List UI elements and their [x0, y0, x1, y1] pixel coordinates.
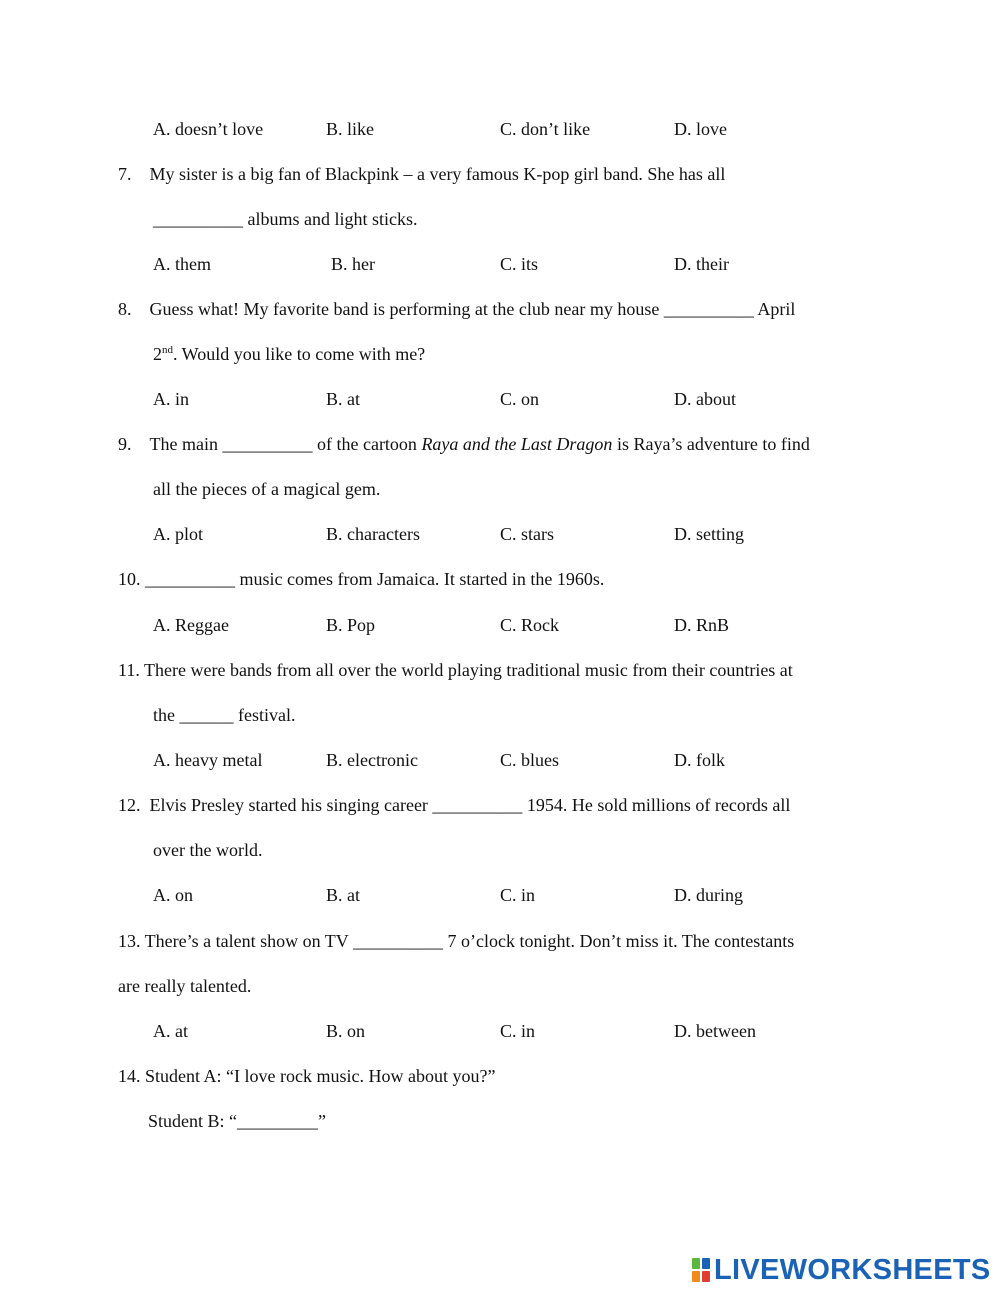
- q9-text-line2: all the pieces of a magical gem.: [153, 479, 381, 499]
- q12-option-b[interactable]: B. at: [326, 885, 360, 905]
- q7-text-line2: __________ albums and light sticks.: [153, 209, 418, 229]
- q8-line2-rest: . Would you like to come with me?: [173, 344, 426, 364]
- q8-option-d[interactable]: D. about: [674, 389, 736, 409]
- q11-option-a[interactable]: A. heavy metal: [153, 750, 263, 770]
- q11-option-b[interactable]: B. electronic: [326, 750, 418, 770]
- q7-option-a[interactable]: A. them: [153, 254, 211, 274]
- q13-text-line1: 13. There’s a talent show on TV __________ 7 o’clock tonight. Don’t miss it. The contestants: [118, 931, 795, 951]
- q12-text-line1: 12. Elvis Presley started his singing career __________ 1954. He sold millions of records all: [118, 795, 791, 815]
- q10-option-d[interactable]: D. RnB: [674, 615, 730, 635]
- q13-option-b[interactable]: B. on: [326, 1021, 366, 1041]
- q6-option-b[interactable]: B. like: [326, 119, 374, 139]
- q9-cartoon-title: Raya and the Last Dragon: [421, 434, 613, 454]
- q14-text-line2[interactable]: Student B: “_________”: [148, 1111, 326, 1131]
- q11-text-line1: 11. There were bands from all over the world playing traditional music from their countries at: [118, 660, 793, 680]
- q10-option-a[interactable]: A. Reggae: [153, 615, 229, 635]
- q8-text-line1: 8. Guess what! My favorite band is performing at the club near my house __________ April: [118, 299, 796, 319]
- q9-line1-pre: 9. The main __________ of the cartoon: [118, 434, 422, 454]
- q8-option-a[interactable]: A. in: [153, 389, 189, 409]
- liveworksheets-logo[interactable]: [692, 1254, 992, 1286]
- q11-option-c[interactable]: C. blues: [500, 750, 560, 770]
- logo-text: LIVEWORKSHEETS: [714, 1254, 991, 1286]
- q11-option-d[interactable]: D. folk: [674, 750, 725, 770]
- q10-option-c[interactable]: C. Rock: [500, 615, 560, 635]
- q9-line1-post: is Raya’s adventure to find: [612, 434, 810, 454]
- live-badge-icon: [692, 1258, 710, 1282]
- q12-option-a[interactable]: A. on: [153, 885, 193, 905]
- q8-option-b[interactable]: B. at: [326, 389, 360, 409]
- q7-option-d[interactable]: D. their: [674, 254, 729, 274]
- q14-text-line1: 14. Student A: “I love rock music. How about you?”: [118, 1066, 496, 1086]
- q6-option-d[interactable]: D. love: [674, 119, 727, 139]
- q7-option-b[interactable]: B. her: [331, 254, 375, 274]
- q9-option-d[interactable]: D. setting: [674, 524, 744, 544]
- q12-option-d[interactable]: D. during: [674, 885, 743, 905]
- q10-text-line1: 10. __________ music comes from Jamaica. It started in the 1960s.: [118, 569, 605, 589]
- q13-option-c[interactable]: C. in: [500, 1021, 536, 1041]
- q7-option-c[interactable]: C. its: [500, 254, 539, 274]
- q9-option-a[interactable]: A. plot: [153, 524, 204, 544]
- q12-text-line2: over the world.: [153, 840, 263, 860]
- q9-option-c[interactable]: C. stars: [500, 524, 554, 544]
- q7-text-line1: 7. My sister is a big fan of Blackpink – a very famous K-pop girl band. She has all: [118, 164, 726, 184]
- q11-text-line2: the ______ festival.: [153, 705, 296, 725]
- q12-option-c[interactable]: C. in: [500, 885, 536, 905]
- q9-option-b[interactable]: B. characters: [326, 524, 420, 544]
- q13-text-line2: are really talented.: [118, 976, 252, 996]
- q10-option-b[interactable]: B. Pop: [326, 615, 376, 635]
- q8-day-number: 2: [153, 344, 162, 364]
- q6-option-a[interactable]: A. doesn’t love: [153, 119, 264, 139]
- q13-option-d[interactable]: D. between: [674, 1021, 756, 1041]
- q8-option-c[interactable]: C. on: [500, 389, 540, 409]
- q6-option-c[interactable]: C. don’t like: [500, 119, 591, 139]
- q9-text-line1: [118, 433, 810, 455]
- q8-day-suffix: nd: [162, 344, 173, 356]
- q8-text-line2: [153, 343, 425, 365]
- q13-option-a[interactable]: A. at: [153, 1021, 188, 1041]
